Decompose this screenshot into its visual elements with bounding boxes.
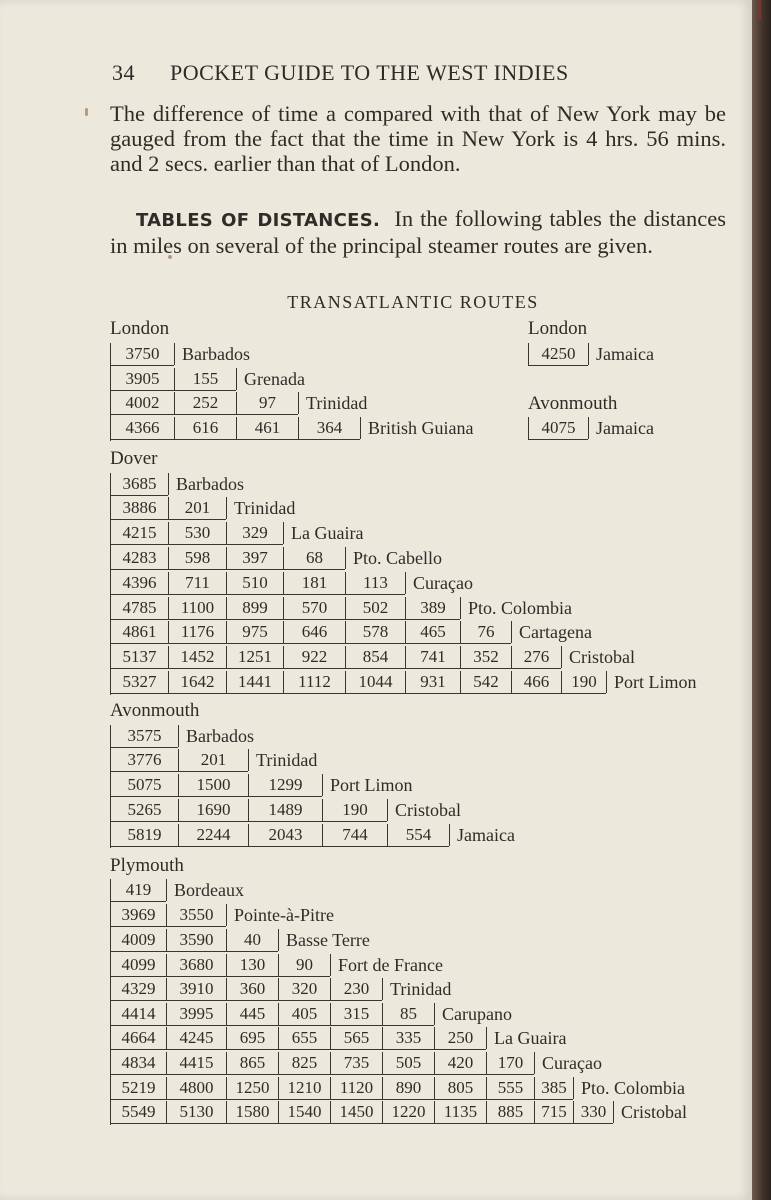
distance-value: 4785 <box>110 597 168 620</box>
destination-port: Port Limon <box>322 774 413 796</box>
running-header <box>112 60 692 86</box>
distance-value: 315 <box>330 1003 382 1026</box>
distance-value: 3680 <box>166 954 226 977</box>
distance-value: 530 <box>168 522 226 545</box>
distance-value: 1580 <box>226 1101 278 1124</box>
distance-value: 4861 <box>110 621 168 644</box>
distance-value: 735 <box>330 1052 382 1075</box>
distance-value: 4009 <box>110 929 166 952</box>
distance-value: 4250 <box>528 343 588 366</box>
distance-value: 5265 <box>110 799 178 822</box>
destination-port: Port Limon <box>606 671 697 693</box>
table-rule <box>110 879 111 1125</box>
distance-value: 1176 <box>168 621 226 644</box>
table-origin: Dover <box>110 448 158 469</box>
page-number: 34 <box>112 60 135 85</box>
distance-value: 715 <box>534 1101 573 1124</box>
distance-value: 578 <box>345 621 405 644</box>
destination-port: Fort de France <box>330 954 443 976</box>
table-origin: Avonmouth <box>110 700 200 721</box>
distance-value: 360 <box>226 978 278 1001</box>
distance-value: 1690 <box>178 799 248 822</box>
distance-value: 3575 <box>110 725 178 748</box>
distance-value: 90 <box>278 954 330 977</box>
distance-value: 5075 <box>110 774 178 797</box>
distance-value: 4415 <box>166 1052 226 1075</box>
distance-value: 890 <box>382 1077 434 1100</box>
distance-value: 1642 <box>168 671 226 694</box>
destination-port: Carupano <box>434 1003 512 1025</box>
destination-port: Bordeaux <box>166 879 244 901</box>
distance-value: 252 <box>174 392 236 415</box>
table-origin: Plymouth <box>110 855 184 876</box>
time-difference-paragraph: The difference of time a compared with that of New York may be gauged from the fact that the time in New York is 4 hrs. 56 mins. and 2 secs. earlier than that of London. <box>110 101 726 176</box>
distance-value: 352 <box>460 646 511 669</box>
distance-value: 931 <box>405 671 460 694</box>
distance-value: 3550 <box>166 904 226 927</box>
distance-value: 465 <box>405 621 460 644</box>
distance-value: 155 <box>174 368 236 391</box>
destination-port: Barbados <box>178 725 254 747</box>
distance-value: 4283 <box>110 547 168 570</box>
distance-value: 865 <box>226 1052 278 1075</box>
distance-value: 616 <box>174 417 236 440</box>
distance-value: 741 <box>405 646 460 669</box>
destination-port: Trinidad <box>248 749 317 771</box>
distance-value: 554 <box>387 824 449 847</box>
distance-value: 655 <box>278 1027 330 1050</box>
distance-value: 744 <box>322 824 387 847</box>
table-origin: London <box>110 318 170 339</box>
distance-value: 565 <box>330 1027 382 1050</box>
distance-value: 1452 <box>168 646 226 669</box>
tables-intro-paragraph <box>110 206 726 258</box>
distance-value: 4664 <box>110 1027 166 1050</box>
section-heading: TABLES OF DISTANCES. <box>136 210 381 231</box>
destination-port: Pointe-à-Pitre <box>226 904 334 926</box>
distance-value: 85 <box>382 1003 434 1026</box>
distance-value: 2244 <box>178 824 248 847</box>
destination-port: Grenada <box>236 368 305 390</box>
distance-value: 330 <box>573 1101 613 1124</box>
destination-port: Basse Terre <box>278 929 370 951</box>
distance-value: 1220 <box>382 1101 434 1124</box>
distance-value: 3969 <box>110 904 166 927</box>
distance-value: 598 <box>168 547 226 570</box>
distance-value: 181 <box>283 572 345 595</box>
distance-value: 899 <box>226 597 283 620</box>
distance-value: 4075 <box>528 417 588 440</box>
distance-value: 230 <box>330 978 382 1001</box>
distance-value: 4834 <box>110 1052 166 1075</box>
side-table-origin: Avonmouth <box>528 393 618 414</box>
distance-value: 364 <box>298 417 360 440</box>
distance-value: 1250 <box>226 1077 278 1100</box>
table-rule <box>110 343 111 441</box>
table-rule <box>110 473 111 695</box>
distance-value: 975 <box>226 621 283 644</box>
destination-port: Jamaica <box>449 824 515 846</box>
table-title: TRANSATLANTIC ROUTES <box>287 292 539 312</box>
distance-value: 3750 <box>110 343 174 366</box>
distance-value: 4800 <box>166 1077 226 1100</box>
destination-port: Trinidad <box>382 978 451 1000</box>
distance-value: 405 <box>278 1003 330 1026</box>
distance-value: 2043 <box>248 824 322 847</box>
distance-value: 711 <box>168 572 226 595</box>
distance-value: 4099 <box>110 954 166 977</box>
distance-value: 40 <box>226 929 278 952</box>
distance-value: 4245 <box>166 1027 226 1050</box>
distance-value: 190 <box>561 671 606 694</box>
destination-port: Cristobal <box>387 799 461 821</box>
distance-value: 4215 <box>110 522 168 545</box>
distance-value: 4329 <box>110 978 166 1001</box>
distance-value: 555 <box>486 1077 534 1100</box>
distance-value: 335 <box>382 1027 434 1050</box>
distance-value: 320 <box>278 978 330 1001</box>
distance-value: 130 <box>226 954 278 977</box>
distance-value: 385 <box>534 1077 573 1100</box>
distance-value: 76 <box>460 621 511 644</box>
distance-value: 3590 <box>166 929 226 952</box>
destination-port: La Guaira <box>283 522 363 544</box>
distance-value: 4396 <box>110 572 168 595</box>
distance-value: 329 <box>226 522 283 545</box>
distance-value: 854 <box>345 646 405 669</box>
book-title: POCKET GUIDE TO THE WEST INDIES <box>170 60 569 85</box>
destination-port: Cristobal <box>613 1101 687 1123</box>
distance-value: 201 <box>168 497 226 520</box>
distance-value: 461 <box>236 417 298 440</box>
distance-value: 885 <box>486 1101 534 1124</box>
distance-value: 419 <box>110 879 166 902</box>
distance-value: 5819 <box>110 824 178 847</box>
distance-value: 5130 <box>166 1101 226 1124</box>
distance-value: 1210 <box>278 1077 330 1100</box>
distance-value: 1100 <box>168 597 226 620</box>
destination-port: Trinidad <box>226 497 295 519</box>
distance-value: 1299 <box>248 774 322 797</box>
destination-port: La Guaira <box>486 1027 566 1049</box>
page-blemish <box>85 108 88 116</box>
distance-value: 570 <box>283 597 345 620</box>
distance-value: 397 <box>226 547 283 570</box>
distance-value: 466 <box>511 671 561 694</box>
distance-value: 1441 <box>226 671 283 694</box>
distance-value: 113 <box>345 572 405 595</box>
distance-value: 201 <box>178 749 248 772</box>
distance-value: 3905 <box>110 368 174 391</box>
distance-value: 3886 <box>110 497 168 520</box>
distance-value: 3910 <box>166 978 226 1001</box>
distance-value: 250 <box>434 1027 486 1050</box>
distance-value: 1540 <box>278 1101 330 1124</box>
destination-port: Jamaica <box>588 417 654 439</box>
destination-port: Pto. Cabello <box>345 547 442 569</box>
distance-value: 3776 <box>110 749 178 772</box>
destination-port: Barbados <box>168 473 244 495</box>
distance-value: 4414 <box>110 1003 166 1026</box>
destination-port: Pto. Colombia <box>460 597 572 619</box>
destination-port: Cristobal <box>561 646 635 668</box>
destination-port: Pto. Colombia <box>573 1077 685 1099</box>
distance-value: 5137 <box>110 646 168 669</box>
destination-port: Barbados <box>174 343 250 365</box>
distance-value: 1120 <box>330 1077 382 1100</box>
distance-value: 420 <box>434 1052 486 1075</box>
distance-value: 3685 <box>110 473 168 496</box>
tables-intro-text: In the following tables the distances in miles on several of the principal steamer routes are given. <box>110 206 727 258</box>
destination-port: Curaçao <box>405 572 473 594</box>
distance-value: 276 <box>511 646 561 669</box>
destination-port: Trinidad <box>298 392 367 414</box>
distance-value: 445 <box>226 1003 278 1026</box>
distance-value: 1251 <box>226 646 283 669</box>
distance-value: 389 <box>405 597 460 620</box>
distance-value: 542 <box>460 671 511 694</box>
distance-value: 1044 <box>345 671 405 694</box>
distance-value: 3995 <box>166 1003 226 1026</box>
distance-value: 825 <box>278 1052 330 1075</box>
distance-value: 5219 <box>110 1077 166 1100</box>
distance-value: 922 <box>283 646 345 669</box>
distance-value: 97 <box>236 392 298 415</box>
distance-value: 190 <box>322 799 387 822</box>
book-edge <box>752 0 771 1200</box>
distance-value: 170 <box>486 1052 534 1075</box>
destination-port: Curaçao <box>534 1052 602 1074</box>
distance-value: 502 <box>345 597 405 620</box>
side-table-origin: London <box>528 318 588 339</box>
destination-port: Cartagena <box>511 621 592 643</box>
table-rule <box>110 725 111 848</box>
distance-value: 1112 <box>283 671 345 694</box>
distance-value: 505 <box>382 1052 434 1075</box>
distance-value: 1500 <box>178 774 248 797</box>
distance-value: 805 <box>434 1077 486 1100</box>
distance-value: 4366 <box>110 417 174 440</box>
distance-value: 5549 <box>110 1101 166 1124</box>
distance-value: 510 <box>226 572 283 595</box>
distance-value: 1489 <box>248 799 322 822</box>
distance-value: 5327 <box>110 671 168 694</box>
destination-port: Jamaica <box>588 343 654 365</box>
distance-value: 646 <box>283 621 345 644</box>
distance-value: 1135 <box>434 1101 486 1124</box>
distance-value: 68 <box>283 547 345 570</box>
destination-port: British Guiana <box>360 417 474 439</box>
distance-value: 695 <box>226 1027 278 1050</box>
distance-value: 4002 <box>110 392 174 415</box>
distance-value: 1450 <box>330 1101 382 1124</box>
